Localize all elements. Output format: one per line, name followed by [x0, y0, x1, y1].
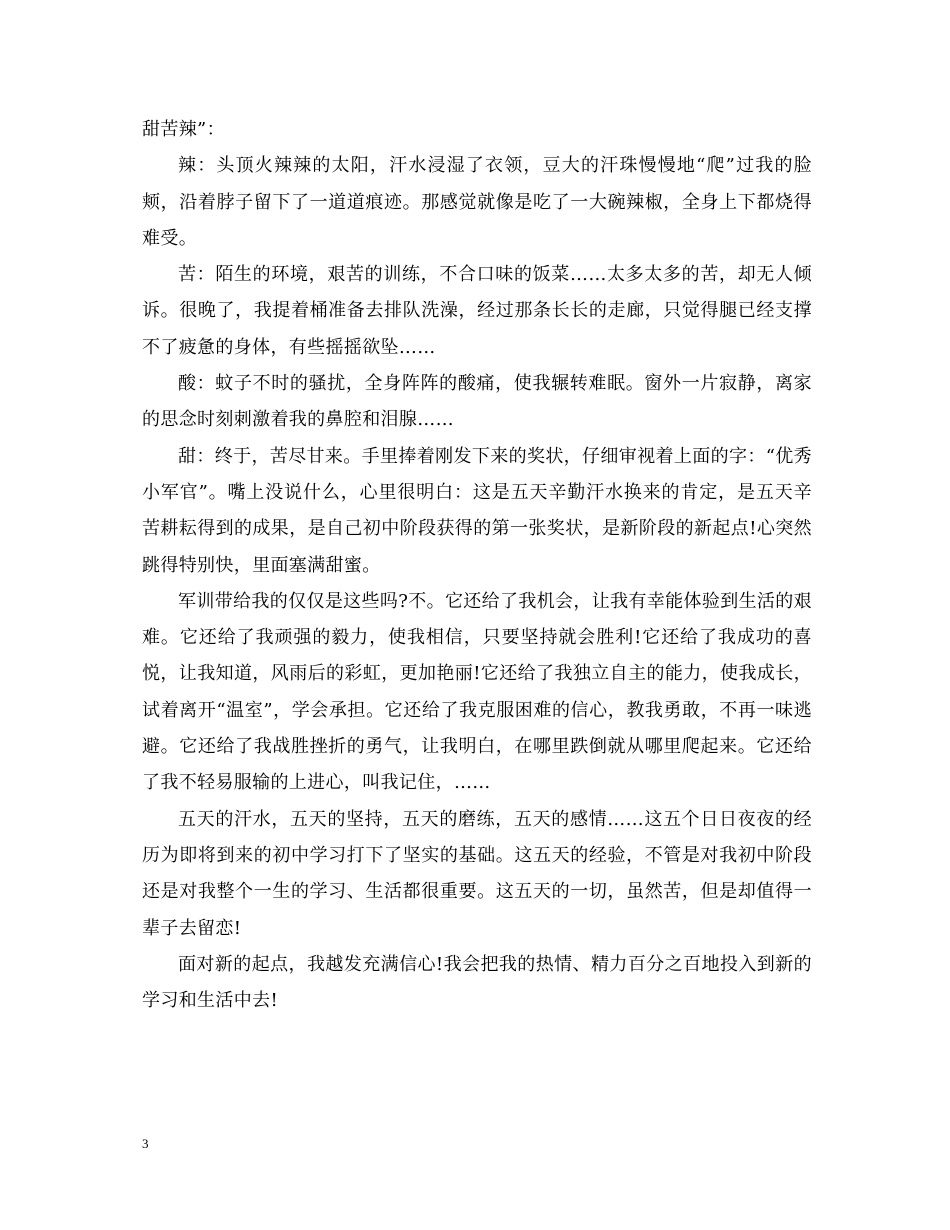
document-body: [142, 112, 812, 1019]
paragraph-sweet: 甜：终于，苦尽甘来。手里捧着刚发下来的奖状，仔细审视着上面的字：“优秀小军官”。嘴上没说什么，心里很明白：这是五天辛勤汗水换来的肯定，是五天辛苦耕耘得到的成果，是自己初中阶段获得的第一张奖状，是新阶段的新起点!心突然跳得特别快，里面塞满甜蜜。: [142, 445, 812, 576]
paragraph-new-start: 面对新的起点，我越发充满信心!我会把我的热情、精力百分之百地投入到新的学习和生活中去!: [142, 953, 812, 1012]
paragraph-bitter: 苦：陌生的环境，艰苦的训练，不合口味的饭菜……太多太多的苦，却无人倾诉。很晚了，我提着桶准备去排队洗澡，经过那条长长的走廊，只觉得腿已经支撑不了疲惫的身体，有些摇摇欲坠……: [142, 264, 812, 358]
paragraph-gains: 军训带给我的仅仅是这些吗?不。它还给了我机会，让我有幸能体验到生活的艰难。它还给了我顽强的毅力，使我相信，只要坚持就会胜利!它还给了我成功的喜悦，让我知道，风雨后的彩虹，更加艳丽!它还给了我独立自主的能力，使我成长，试着离开“温室”，学会承担。它还给了我克服困难的信心，教我勇敢，不再一味逃避。它还给了我战胜挫折的勇气，让我明白，在哪里跌倒就从哪里爬起来。它还给了我不轻易服输的上进心，叫我记住，……: [142, 590, 812, 794]
paragraph-five-days: 五天的汗水，五天的坚持，五天的磨练，五天的感情……这五个日日夜夜的经历为即将到来的初中学习打下了坚实的基础。这五天的经验，不管是对我初中阶段还是对我整个一生的学习、生活都很重要。这五天的一切，虽然苦，但是却值得一辈子去留恋!: [142, 808, 812, 939]
paragraph-continuation: 甜苦辣”：: [142, 119, 225, 140]
paragraph-sour: 酸：蚊子不时的骚扰，全身阵阵的酸痛，使我辗转难眠。窗外一片寂静，离家的思念时刻刺激着我的鼻腔和泪腺……: [142, 373, 812, 431]
page-number: 3: [142, 1136, 149, 1151]
paragraph-spicy: 辣：头顶火辣辣的太阳，汗水浸湿了衣领，豆大的汗珠慢慢地“爬”过我的脸颊，沿着脖子留下了一道道痕迹。那感觉就像是吃了一大碗辣椒，全身上下都烧得难受。: [142, 155, 812, 249]
